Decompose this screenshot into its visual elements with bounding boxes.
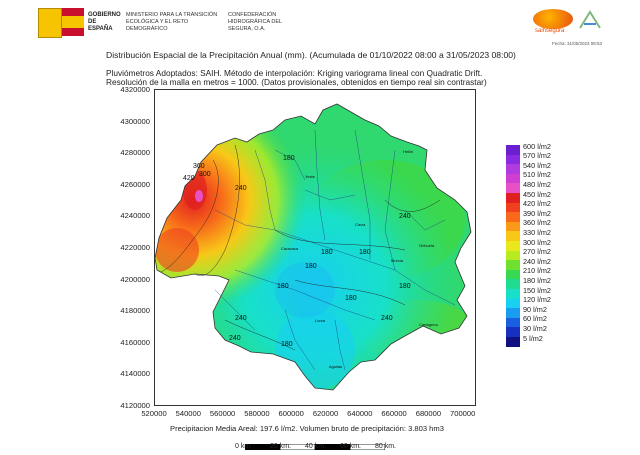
legend-label: 90 l/m2	[523, 304, 547, 314]
legend-swatch	[506, 241, 520, 251]
footer-stats: Precipitacion Media Areal: 197.6 l/m2. Volumen bruto de precipitación: 3.803 hm3	[170, 424, 444, 433]
legend-swatch	[506, 231, 520, 241]
saih-logo-icon	[533, 9, 573, 29]
y-tick-label: 4300000	[120, 116, 150, 126]
legend-label: 420 l/m2	[523, 199, 551, 209]
legend-swatch	[506, 183, 520, 193]
contour-label: 180	[305, 263, 317, 270]
contour-label: 180	[399, 283, 411, 290]
contour-label: 180	[283, 155, 295, 162]
contour-label: 180	[345, 295, 357, 302]
contour-label: 360	[193, 163, 205, 170]
legend-swatch	[506, 212, 520, 222]
y-tick-label: 4220000	[120, 243, 150, 252]
x-tick-label: 660000	[381, 409, 407, 418]
saih-label: saihsegura	[535, 28, 565, 34]
contour-label: 240	[381, 315, 393, 322]
x-tick-label: 600000	[278, 409, 304, 418]
svg-text:Lorca: Lorca	[315, 318, 326, 323]
scale-label: 60 km.	[340, 443, 362, 450]
legend-label: 240 l/m2	[523, 256, 551, 266]
legend-swatch	[506, 337, 520, 347]
legend-label: 60 l/m2	[523, 314, 547, 324]
legend-label: 300 l/m2	[523, 237, 551, 247]
y-tick-label: 4140000	[120, 369, 150, 379]
contour-label: 180	[359, 249, 371, 256]
legend-label: 30 l/m2	[523, 323, 547, 333]
x-tick-label: 560000	[209, 409, 236, 418]
legend-swatch	[506, 222, 520, 232]
svg-text:Caravaca: Caravaca	[281, 246, 299, 251]
legend-swatch	[506, 145, 520, 155]
map-subtitle-1: Pluviómetros Adoptados: SAIH. Método de interpolación: Kriging variograma lineal con Quadratic Drift.	[106, 68, 483, 78]
svg-text:Hellín: Hellín	[403, 149, 414, 154]
chs-logo-icon	[578, 8, 602, 32]
legend-label: 570 l/m2	[523, 151, 551, 161]
contour-label: 180	[281, 341, 293, 348]
scale-label: 80 km.	[375, 443, 397, 450]
legend-swatch	[506, 174, 520, 184]
legend-swatch	[506, 318, 520, 328]
date-label: Fecha: 31/05/2023 08:53	[552, 41, 603, 46]
y-tick-label: 4260000	[120, 179, 150, 189]
y-tick-label: 4120000	[120, 401, 150, 410]
y-tick-label: 4320000	[120, 85, 150, 94]
contour-label: 300	[199, 171, 211, 178]
scale-label: 20 km.	[270, 443, 292, 450]
y-tick-label: 4160000	[120, 337, 150, 347]
legend-label: 480 l/m2	[523, 179, 551, 189]
legend-label: 210 l/m2	[523, 266, 551, 276]
map-subtitle-2: Resolución de la malla en metros = 1000. (Datos provisionales, obtenidos en tiempo real sin contrastar)	[106, 77, 487, 87]
contour-label: 240	[399, 213, 411, 220]
legend-swatch	[506, 155, 520, 165]
coat-of-arms-icon	[38, 8, 62, 38]
legend-label: 120 l/m2	[523, 295, 551, 305]
contour-label: 180	[277, 283, 289, 290]
legend-label: 180 l/m2	[523, 275, 551, 285]
legend-swatch	[506, 193, 520, 203]
legend-label: 330 l/m2	[523, 227, 551, 237]
x-tick-label: 620000	[312, 409, 339, 418]
x-tick-label: 540000	[175, 409, 201, 418]
legend-swatch	[506, 279, 520, 289]
legend-swatch	[506, 164, 520, 174]
map-title: Distribución Espacial de la Precipitación Anual (mm). (Acumulada de 01/10/2022 08:00 a 31/05/2023 08:00)	[106, 50, 516, 60]
header	[0, 0, 640, 44]
y-tick-label: 4200000	[120, 274, 150, 284]
svg-text:Cartagena: Cartagena	[419, 322, 438, 327]
svg-text:Orihuela: Orihuela	[419, 243, 435, 248]
legend-swatch	[506, 251, 520, 261]
scale-label: 0 km.	[235, 443, 253, 450]
legend-label: 510 l/m2	[523, 170, 551, 180]
contour-label: 240	[235, 315, 247, 322]
legend-swatch	[506, 289, 520, 299]
svg-text:Cieza: Cieza	[355, 222, 366, 227]
x-tick-label: 580000	[244, 409, 270, 418]
legend-label: 450 l/m2	[523, 189, 551, 199]
chs-label: CONFEDERACIÓN HIDROGRÁFICA DEL SEGURA, O.A.	[228, 12, 282, 32]
contour-label: 240	[229, 335, 241, 342]
y-tick-label: 4240000	[120, 211, 150, 221]
scale-label: 40 km.	[305, 443, 327, 450]
spain-flag-icon	[62, 8, 84, 36]
legend-label: 5 l/m2	[523, 333, 543, 343]
x-tick-label: 640000	[347, 409, 373, 418]
legend-label: 540 l/m2	[523, 160, 551, 170]
precipitation-map	[155, 90, 475, 405]
legend-swatch	[506, 270, 520, 280]
legend-label: 390 l/m2	[523, 208, 551, 218]
legend-label: 150 l/m2	[523, 285, 551, 295]
contour-label: 240	[235, 185, 247, 192]
svg-text:Yeste: Yeste	[305, 174, 315, 179]
gov-label: GOBIERNO DE ESPAÑA	[88, 12, 121, 32]
y-tick-label: 4280000	[120, 148, 150, 158]
legend-swatch	[506, 260, 520, 270]
y-tick-label: 4180000	[120, 306, 150, 316]
legend-swatch	[506, 299, 520, 309]
legend-swatch	[506, 308, 520, 318]
legend-swatch	[506, 203, 520, 213]
x-tick-label: 680000	[415, 409, 442, 418]
contour-label: 420	[183, 175, 195, 182]
legend-label: 600 l/m2	[523, 141, 551, 151]
contour-label: 180	[321, 249, 333, 256]
ministry-label: MINISTERIO PARA LA TRANSICIÓN ECOLÓGICA Y EL RETO DEMOGRÁFICO	[126, 12, 218, 32]
legend-label: 360 l/m2	[523, 218, 551, 228]
legend-label: 270 l/m2	[523, 247, 551, 257]
legend-swatch	[506, 327, 520, 337]
x-tick-label: 520000	[141, 409, 167, 418]
svg-text:Murcia: Murcia	[391, 258, 404, 263]
x-tick-label: 700000	[450, 409, 476, 418]
svg-text:Aguilas: Aguilas	[329, 364, 343, 369]
